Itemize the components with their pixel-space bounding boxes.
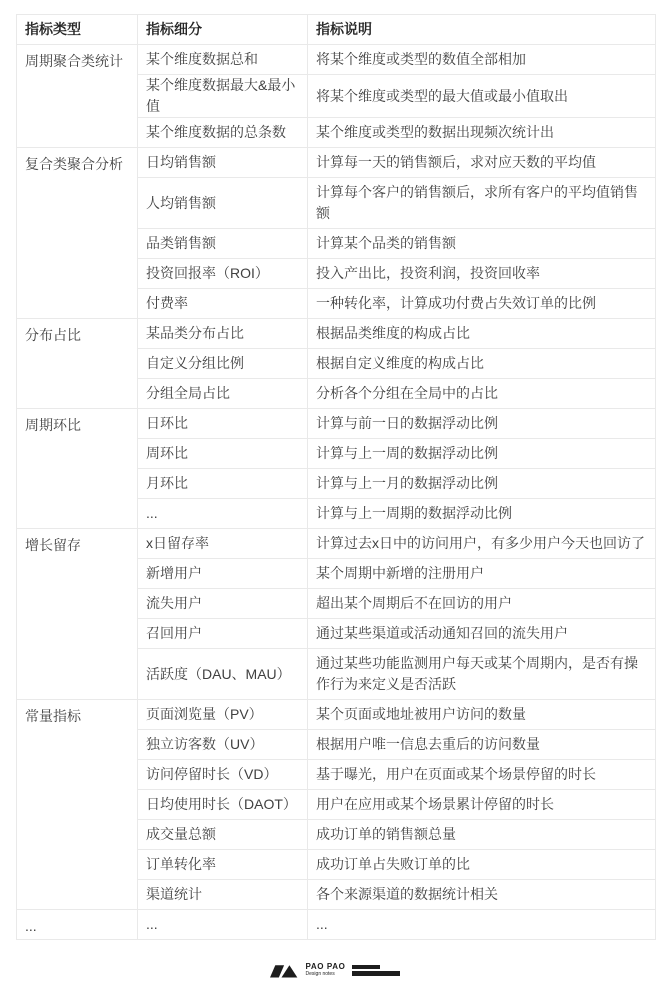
paopao-logo: [270, 962, 401, 978]
metric-category-cell: 复合类聚合分析: [17, 148, 138, 319]
metric-description-cell: 根据用户唯一信息去重后的访问数量: [308, 730, 656, 760]
metric-description-cell: 将某个维度或类型的最大值或最小值取出: [308, 75, 656, 118]
metric-name-cell: ...: [138, 910, 308, 940]
metric-name-cell: 成交量总额: [138, 820, 308, 850]
metric-description-cell: 计算与上一月的数据浮动比例: [308, 469, 656, 499]
metric-description-cell: 计算与前一日的数据浮动比例: [308, 409, 656, 439]
metric-description-cell: 用户在应用或某个场景累计停留的时长: [308, 790, 656, 820]
column-header-type: 指标类型: [17, 15, 138, 45]
column-header-detail: 指标细分: [138, 15, 308, 45]
table-row: [17, 45, 656, 75]
metric-name-cell: 页面浏览量（PV）: [138, 700, 308, 730]
metric-description-cell: 计算与上一周期的数据浮动比例: [308, 499, 656, 529]
table-row: [17, 529, 656, 559]
metric-name-cell: 日环比: [138, 409, 308, 439]
metric-description-cell: 根据品类维度的构成占比: [308, 319, 656, 349]
table-row: [17, 319, 656, 349]
metric-name-cell: ...: [138, 499, 308, 529]
metric-description-cell: 各个来源渠道的数据统计相关: [308, 880, 656, 910]
table-row: [17, 700, 656, 730]
metric-description-cell: 计算过去x日中的访问用户，有多少用户今天也回访了: [308, 529, 656, 559]
table-header-row: [17, 15, 656, 45]
metric-description-cell: 计算某个品类的销售额: [308, 229, 656, 259]
metric-name-cell: 自定义分组比例: [138, 349, 308, 379]
metric-category-cell: 分布占比: [17, 319, 138, 409]
metric-description-cell: 某个维度或类型的数据出现频次统计出: [308, 118, 656, 148]
metric-name-cell: 某品类分布占比: [138, 319, 308, 349]
metric-description-cell: 某个周期中新增的注册用户: [308, 559, 656, 589]
metric-description-cell: 基于曝光，用户在页面或某个场景停留的时长: [308, 760, 656, 790]
metric-name-cell: 投资回报率（ROI）: [138, 259, 308, 289]
table-row: [17, 148, 656, 178]
metric-description-cell: 投入产出比，投资利润，投资回收率: [308, 259, 656, 289]
metric-description-cell: 成功订单的销售额总量: [308, 820, 656, 850]
metric-name-cell: 日均销售额: [138, 148, 308, 178]
metric-description-cell: 一种转化率，计算成功付费占失效订单的比例: [308, 289, 656, 319]
metric-name-cell: 流失用户: [138, 589, 308, 619]
metric-name-cell: 新增用户: [138, 559, 308, 589]
metric-description-cell: 根据自定义维度的构成占比: [308, 349, 656, 379]
metric-description-cell: ...: [308, 910, 656, 940]
metric-description-cell: 计算每个客户的销售额后，求所有客户的平均值销售额: [308, 178, 656, 229]
metric-name-cell: x日留存率: [138, 529, 308, 559]
metric-description-cell: 通过某些渠道或活动通知召回的流失用户: [308, 619, 656, 649]
metric-name-cell: 月环比: [138, 469, 308, 499]
metric-description-cell: 计算每一天的销售额后，求对应天数的平均值: [308, 148, 656, 178]
metric-description-cell: 计算与上一周的数据浮动比例: [308, 439, 656, 469]
footer: [0, 962, 670, 978]
metric-description-cell: 将某个维度或类型的数值全部相加: [308, 45, 656, 75]
brand-tagline: Design notes: [305, 971, 335, 977]
logo-bar-bottom: [352, 971, 400, 976]
metric-name-cell: 访问停留时长（VD）: [138, 760, 308, 790]
paopao-logo-icon: [270, 963, 300, 978]
metric-name-cell: 某个维度数据最大&最小值: [138, 75, 308, 118]
metric-description-cell: 超出某个周期后不在回访的用户: [308, 589, 656, 619]
column-header-description: 指标说明: [308, 15, 656, 45]
metric-name-cell: 某个维度数据的总条数: [138, 118, 308, 148]
metric-category-cell: 增长留存: [17, 529, 138, 700]
metric-category-cell: 周期聚合类统计: [17, 45, 138, 148]
metric-name-cell: 某个维度数据总和: [138, 45, 308, 75]
metric-name-cell: 品类销售额: [138, 229, 308, 259]
metric-name-cell: 付费率: [138, 289, 308, 319]
logo-text-block: [306, 962, 346, 978]
metric-category-cell: 常量指标: [17, 700, 138, 910]
metric-description-cell: 分析各个分组在全局中的占比: [308, 379, 656, 409]
metric-name-cell: 人均销售额: [138, 178, 308, 229]
metric-description-cell: 通过某些功能监测用户每天或某个周期内，是否有操作行为来定义是否活跃: [308, 649, 656, 700]
metric-name-cell: 召回用户: [138, 619, 308, 649]
metric-description-cell: 某个页面或地址被用户访问的数量: [308, 700, 656, 730]
brand-name: PAO PAO: [305, 962, 346, 971]
metrics-table: [16, 14, 656, 940]
metric-category-cell: 周期环比: [17, 409, 138, 529]
metric-name-cell: 订单转化率: [138, 850, 308, 880]
metric-name-cell: 日均使用时长（DAOT）: [138, 790, 308, 820]
logo-bar-top: [352, 965, 380, 969]
metric-category-cell: ...: [17, 910, 138, 940]
metric-name-cell: 周环比: [138, 439, 308, 469]
logo-bars: [352, 965, 400, 976]
metrics-table-body: [17, 45, 656, 940]
metric-name-cell: 独立访客数（UV）: [138, 730, 308, 760]
metric-name-cell: 分组全局占比: [138, 379, 308, 409]
metric-name-cell: 活跃度（DAU、MAU）: [138, 649, 308, 700]
table-row: [17, 409, 656, 439]
metric-name-cell: 渠道统计: [138, 880, 308, 910]
table-row: [17, 910, 656, 940]
metric-description-cell: 成功订单占失败订单的比: [308, 850, 656, 880]
